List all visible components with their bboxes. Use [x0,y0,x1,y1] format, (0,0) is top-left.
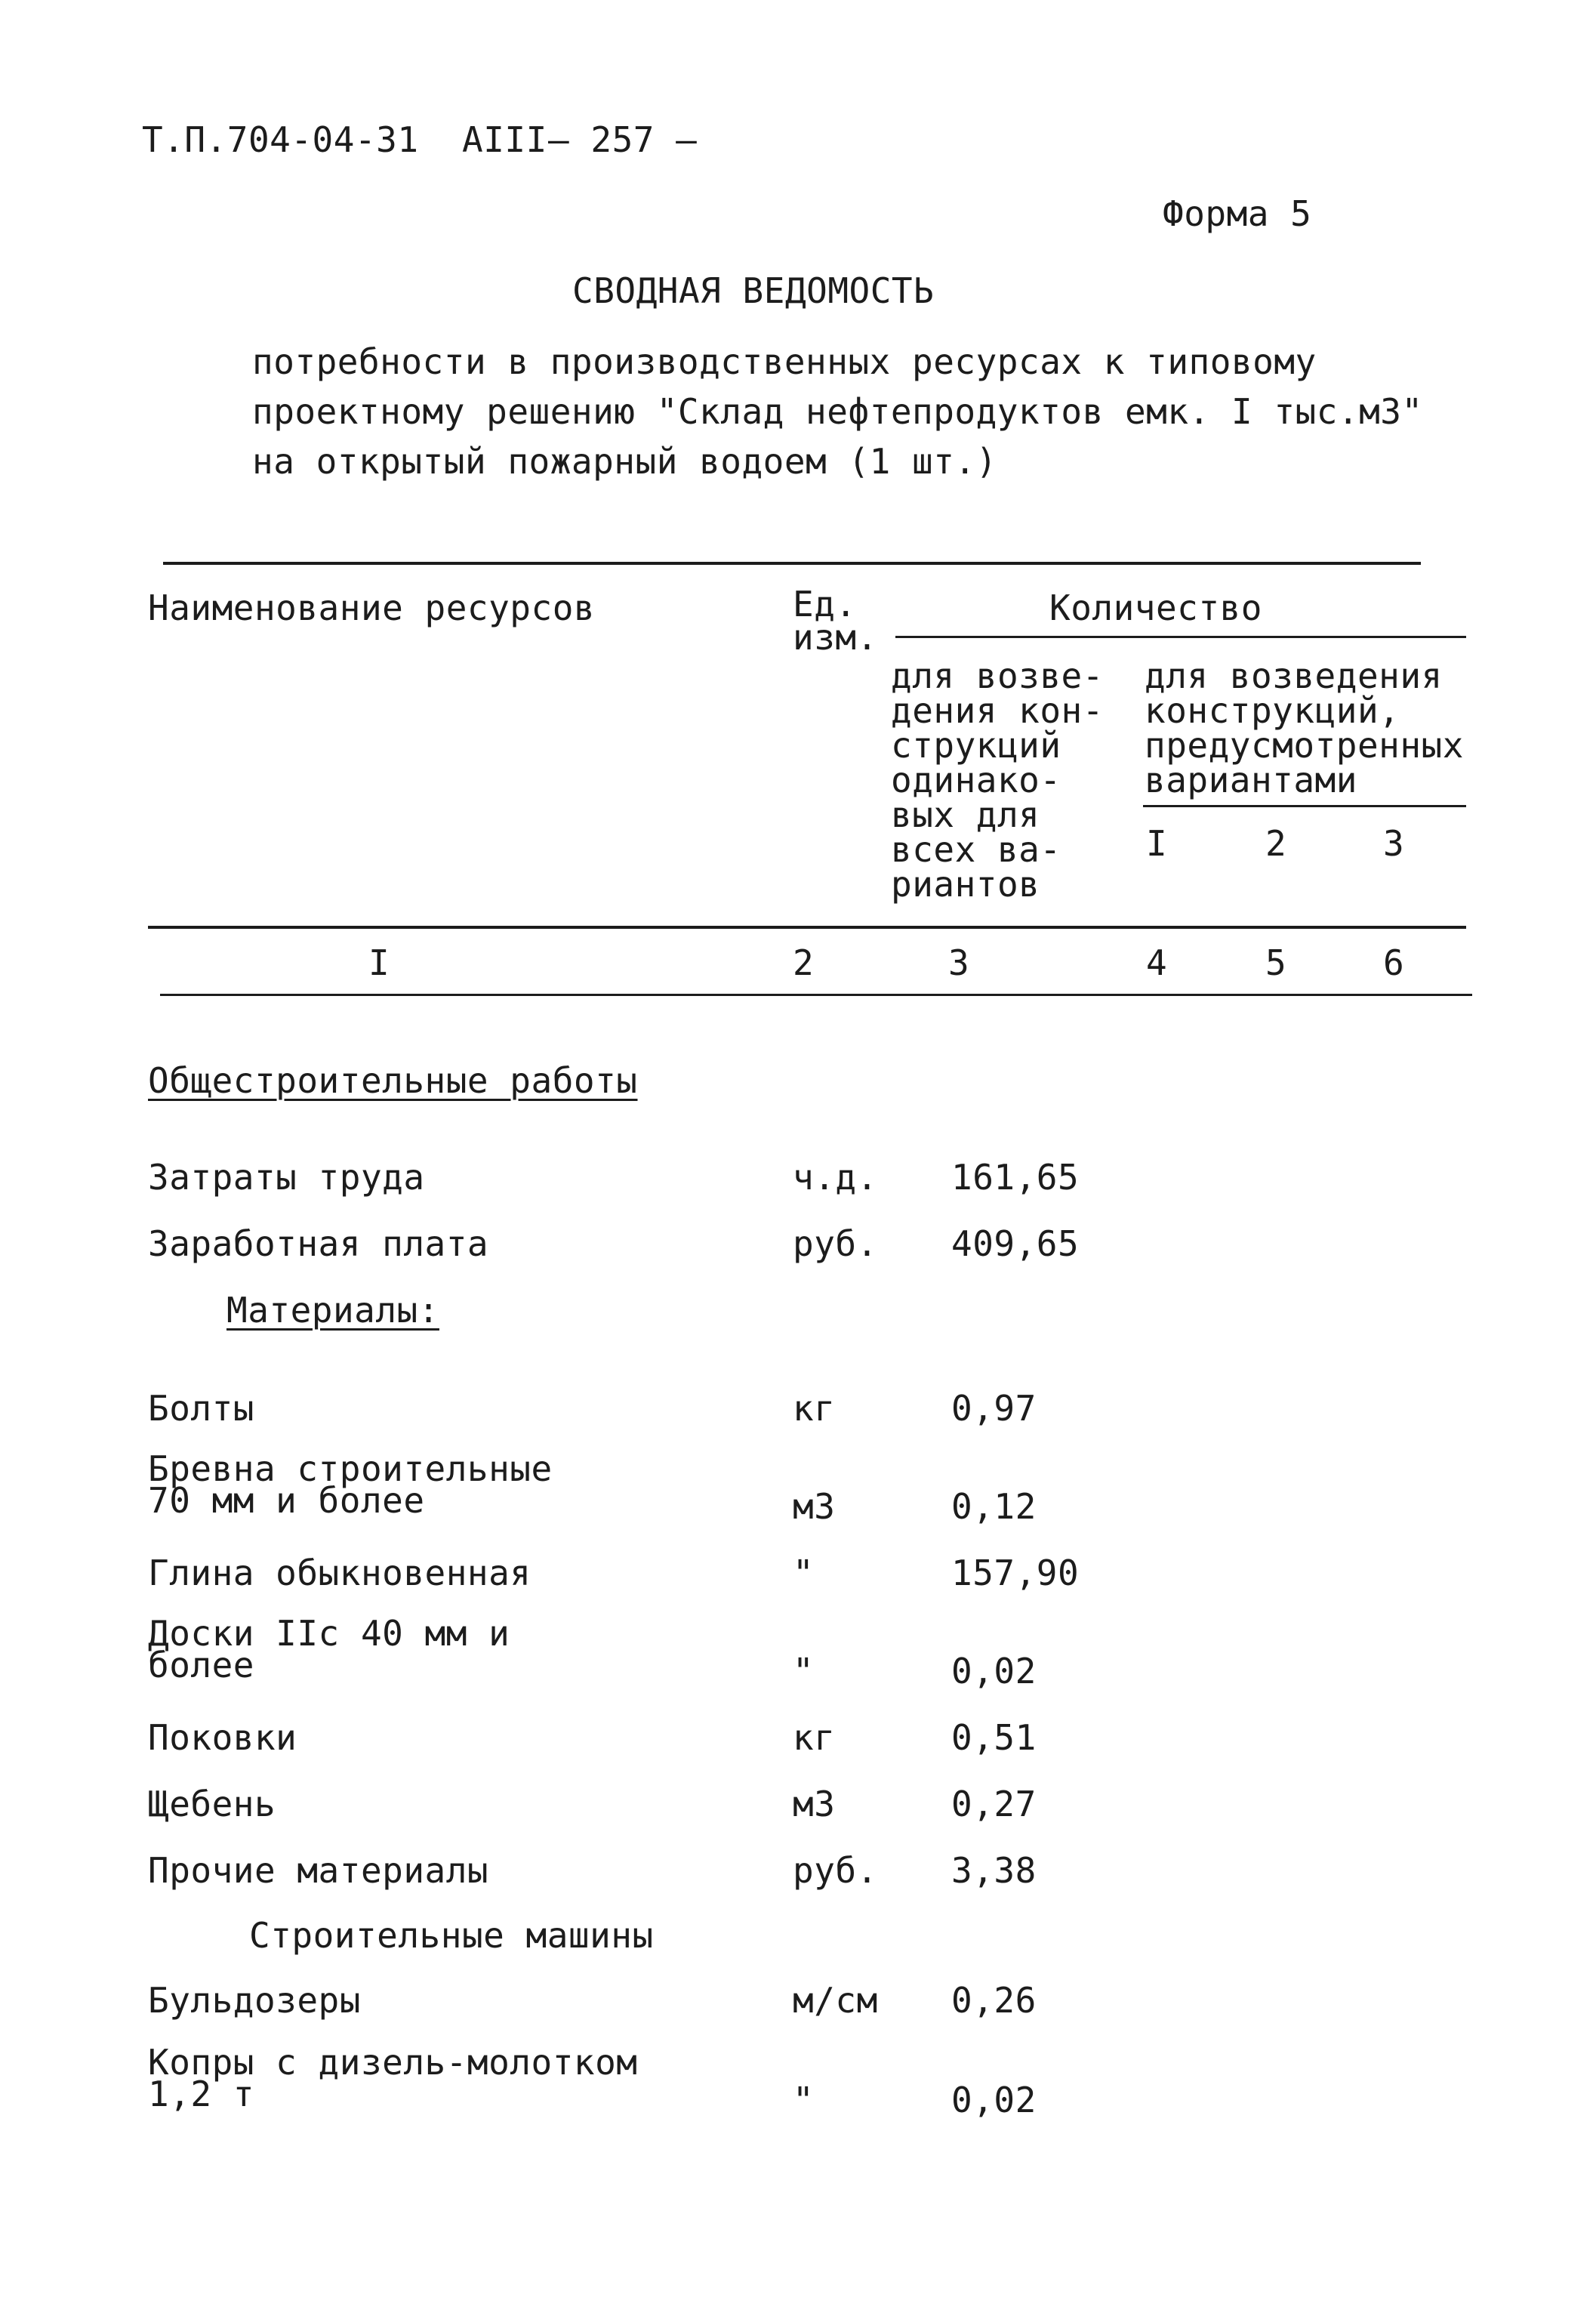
material-unit: " [793,1651,815,1691]
variants-header-line: предусмотренных [1145,725,1464,766]
column-number-4: 4 [1146,942,1168,983]
variant-1-header: I [1146,823,1168,864]
column-header-variants [1145,655,1464,800]
labor-label: Затраты труда [148,1157,425,1198]
subtitle-line-1: потребности в производственных ресурсах к типовому [252,341,1317,382]
column-number-2: 2 [793,942,815,983]
material-name-line-1: Бревна строительные [148,1448,553,1489]
material-name: Глина обыкновенная [148,1553,531,1593]
variant-3-header: 3 [1383,823,1405,864]
album-code: АIII [462,119,547,160]
unit-header-line-1: Ед. [793,584,857,624]
machine-name-line-2: 1,2 т [148,2074,254,2114]
labor-unit: ч.д. [793,1157,878,1198]
machine-unit: м/см [793,1980,878,2021]
labor-value: 161,65 [951,1157,1080,1198]
material-value: 0,02 [951,1651,1037,1691]
document-title: СВОДНАЯ ВЕДОМОСТЬ [572,270,935,311]
material-value: 0,97 [951,1388,1037,1429]
column-header-unit [793,584,878,658]
column-number-1: I [368,942,390,983]
common-header-line: одинако- [891,760,1061,800]
material-name [148,1613,510,1685]
machine-name-line-1: Копры с дизель-молотком [148,2042,638,2083]
column-header-name: Наименование ресурсов [148,587,596,628]
material-value: 0,51 [951,1717,1037,1758]
material-name: Щебень [148,1784,276,1824]
column-header-common [891,655,1104,905]
machine-unit: " [793,2080,815,2120]
machine-name: Бульдозеры [148,1980,361,2021]
common-header-line: струкций [891,725,1061,766]
variants-header-line: вариантами [1145,760,1357,800]
materials-title: Материалы: [226,1290,439,1331]
variant-2-header: 2 [1265,823,1287,864]
material-name [148,1448,553,1521]
subtitle-line-2: проектному решению "Склад нефтепродуктов емк. I тыс.м3" [252,391,1423,432]
material-name: Болты [148,1388,254,1429]
common-header-line: для возве- [891,655,1104,696]
material-unit: кг [793,1388,836,1429]
common-header-line: дения кон- [891,690,1104,731]
material-value: 0,27 [951,1784,1037,1824]
material-unit: м3 [793,1486,836,1527]
variants-header-line: конструкций, [1145,690,1400,731]
material-name: Поковки [148,1717,297,1758]
column-number-3: 3 [948,942,970,983]
form-label: Форма 5 [1163,193,1312,234]
material-name: Прочие материалы [148,1850,489,1891]
material-unit: кг [793,1717,836,1758]
column-number-5: 5 [1265,942,1287,983]
wage-unit: руб. [793,1223,878,1264]
common-header-line: всех ва- [891,829,1061,870]
material-value: 3,38 [951,1850,1037,1891]
machine-value: 0,26 [951,1980,1037,2021]
page-number: — 257 — [548,119,698,160]
column-header-quantity: Количество [1049,587,1262,628]
column-numbers-rule [160,994,1472,996]
material-value: 0,12 [951,1486,1037,1527]
wage-value: 409,65 [951,1223,1080,1264]
subtitle-line-3: на открытый пожарный водоем (1 шт.) [252,441,997,482]
table-top-rule [163,562,1421,565]
section-title: Общестроительные работы [148,1060,638,1101]
common-header-line: вых для [891,794,1040,835]
header-bottom-rule [148,926,1466,929]
unit-header-line-2: изм. [793,617,878,658]
material-unit: " [793,1553,815,1593]
material-name-line-2: 70 мм и более [148,1480,425,1521]
material-unit: м3 [793,1784,836,1824]
wage-label: Заработная плата [148,1223,489,1264]
common-header-line: риантов [891,864,1040,905]
quantity-rule [895,636,1466,638]
material-value: 157,90 [951,1553,1080,1593]
variants-header-line: для возведения [1145,655,1443,696]
machine-value: 0,02 [951,2080,1037,2120]
material-unit: руб. [793,1850,878,1891]
machine-name [148,2042,638,2114]
material-name-line-1: Доски IIс 40 мм и [148,1613,510,1654]
material-name-line-2: более [148,1645,254,1685]
variants-rule [1143,805,1466,807]
doc-code: Т.П.704-04-31 [142,119,419,160]
column-number-6: 6 [1383,942,1405,983]
machines-title: Строительные машины [249,1915,654,1956]
